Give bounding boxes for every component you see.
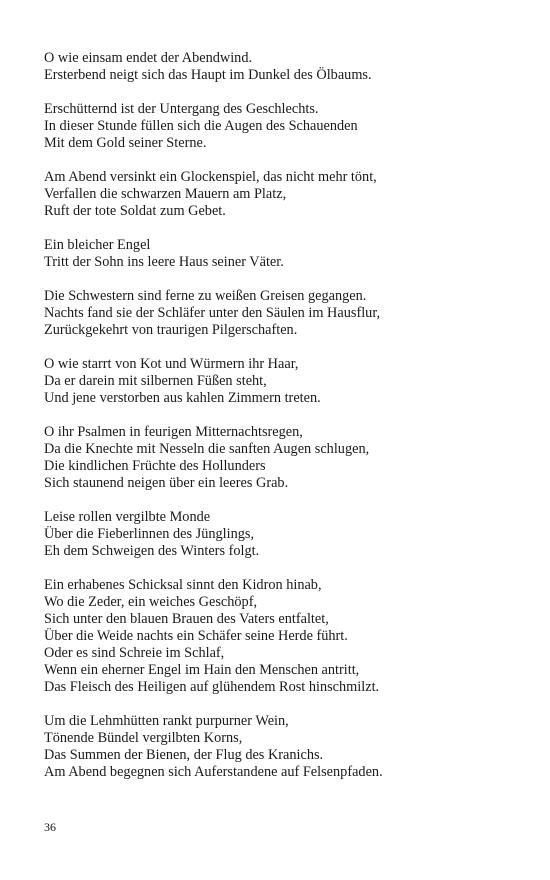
poem-line: Und jene verstorben aus kahlen Zimmern treten. (44, 390, 321, 406)
poem-line: Verfallen die schwarzen Mauern am Platz, (44, 186, 287, 202)
poem-stanza (44, 577, 514, 696)
poem-line: Ruft der tote Soldat zum Gebet. (44, 203, 226, 219)
poem-line: Mit dem Gold seiner Sterne. (44, 135, 207, 151)
poem-body (44, 50, 514, 798)
poem-line: Zurückgekehrt von traurigen Pilgerschaften. (44, 322, 298, 338)
poem-line: In dieser Stunde füllen sich die Augen des Schauenden (44, 118, 358, 134)
poem-line: Die Schwestern sind ferne zu weißen Greisen gegangen. (44, 288, 367, 304)
poem-line: Über die Weide nachts ein Schäfer seine Herde führt. (44, 628, 348, 644)
poem-stanza (44, 288, 514, 339)
poem-line: Am Abend versinkt ein Glockenspiel, das nicht mehr tönt, (44, 169, 377, 185)
poem-line: Sich unter den blauen Brauen des Vaters entfaltet, (44, 611, 329, 627)
poem-line: O wie einsam endet der Abendwind. (44, 50, 253, 66)
poem-stanza (44, 424, 514, 492)
page-number: 36 (44, 820, 56, 834)
poem-line: O wie starrt von Kot und Würmern ihr Haar, (44, 356, 299, 372)
poem-line: O ihr Psalmen in feurigen Mitternachtsregen, (44, 424, 303, 440)
poem-stanza (44, 356, 514, 407)
poem-stanza (44, 50, 514, 84)
poem-stanza (44, 713, 514, 781)
poem-line: Oder es sind Schreie im Schlaf, (44, 645, 225, 661)
poem-line: Ersterbend neigt sich das Haupt im Dunkel des Ölbaums. (44, 67, 372, 83)
poem-line: Eh dem Schweigen des Winters folgt. (44, 543, 260, 559)
poem-line: Da die Knechte mit Nesseln die sanften Augen schlugen, (44, 441, 370, 457)
poem-stanza (44, 237, 514, 271)
poem-line: Leise rollen vergilbte Monde (44, 509, 211, 525)
poem-line: Nachts fand sie der Schläfer unter den Säulen im Hausflur, (44, 305, 381, 321)
poem-line: Erschütternd ist der Untergang des Geschlechts. (44, 101, 319, 117)
poem-line: Tritt der Sohn ins leere Haus seiner Väter. (44, 254, 284, 270)
poem-stanza (44, 101, 514, 152)
poem-line: Wenn ein eherner Engel im Hain den Menschen antritt, (44, 662, 360, 678)
poem-line: Da er darein mit silbernen Füßen steht, (44, 373, 267, 389)
poem-stanza (44, 509, 514, 560)
poem-line: Um die Lehmhütten rankt purpurner Wein, (44, 713, 289, 729)
poem-line: Über die Fieberlinnen des Jünglings, (44, 526, 255, 542)
poem-line: Das Fleisch des Heiligen auf glühendem Rost hinschmilzt. (44, 679, 380, 695)
poem-stanza (44, 169, 514, 220)
poem-line: Sich staunend neigen über ein leeres Grab. (44, 475, 289, 491)
poem-line: Tönende Bündel vergilbten Korns, (44, 730, 243, 746)
poem-line: Das Summen der Bienen, der Flug des Kranichs. (44, 747, 324, 763)
poem-line: Die kindlichen Früchte des Hollunders (44, 458, 266, 474)
poem-line: Wo die Zeder, ein weiches Geschöpf, (44, 594, 258, 610)
poem-line: Ein erhabenes Schicksal sinnt den Kidron hinab, (44, 577, 322, 593)
poem-line: Am Abend begegnen sich Auferstandene auf Felsenpfaden. (44, 764, 383, 780)
poem-line: Ein bleicher Engel (44, 237, 151, 253)
